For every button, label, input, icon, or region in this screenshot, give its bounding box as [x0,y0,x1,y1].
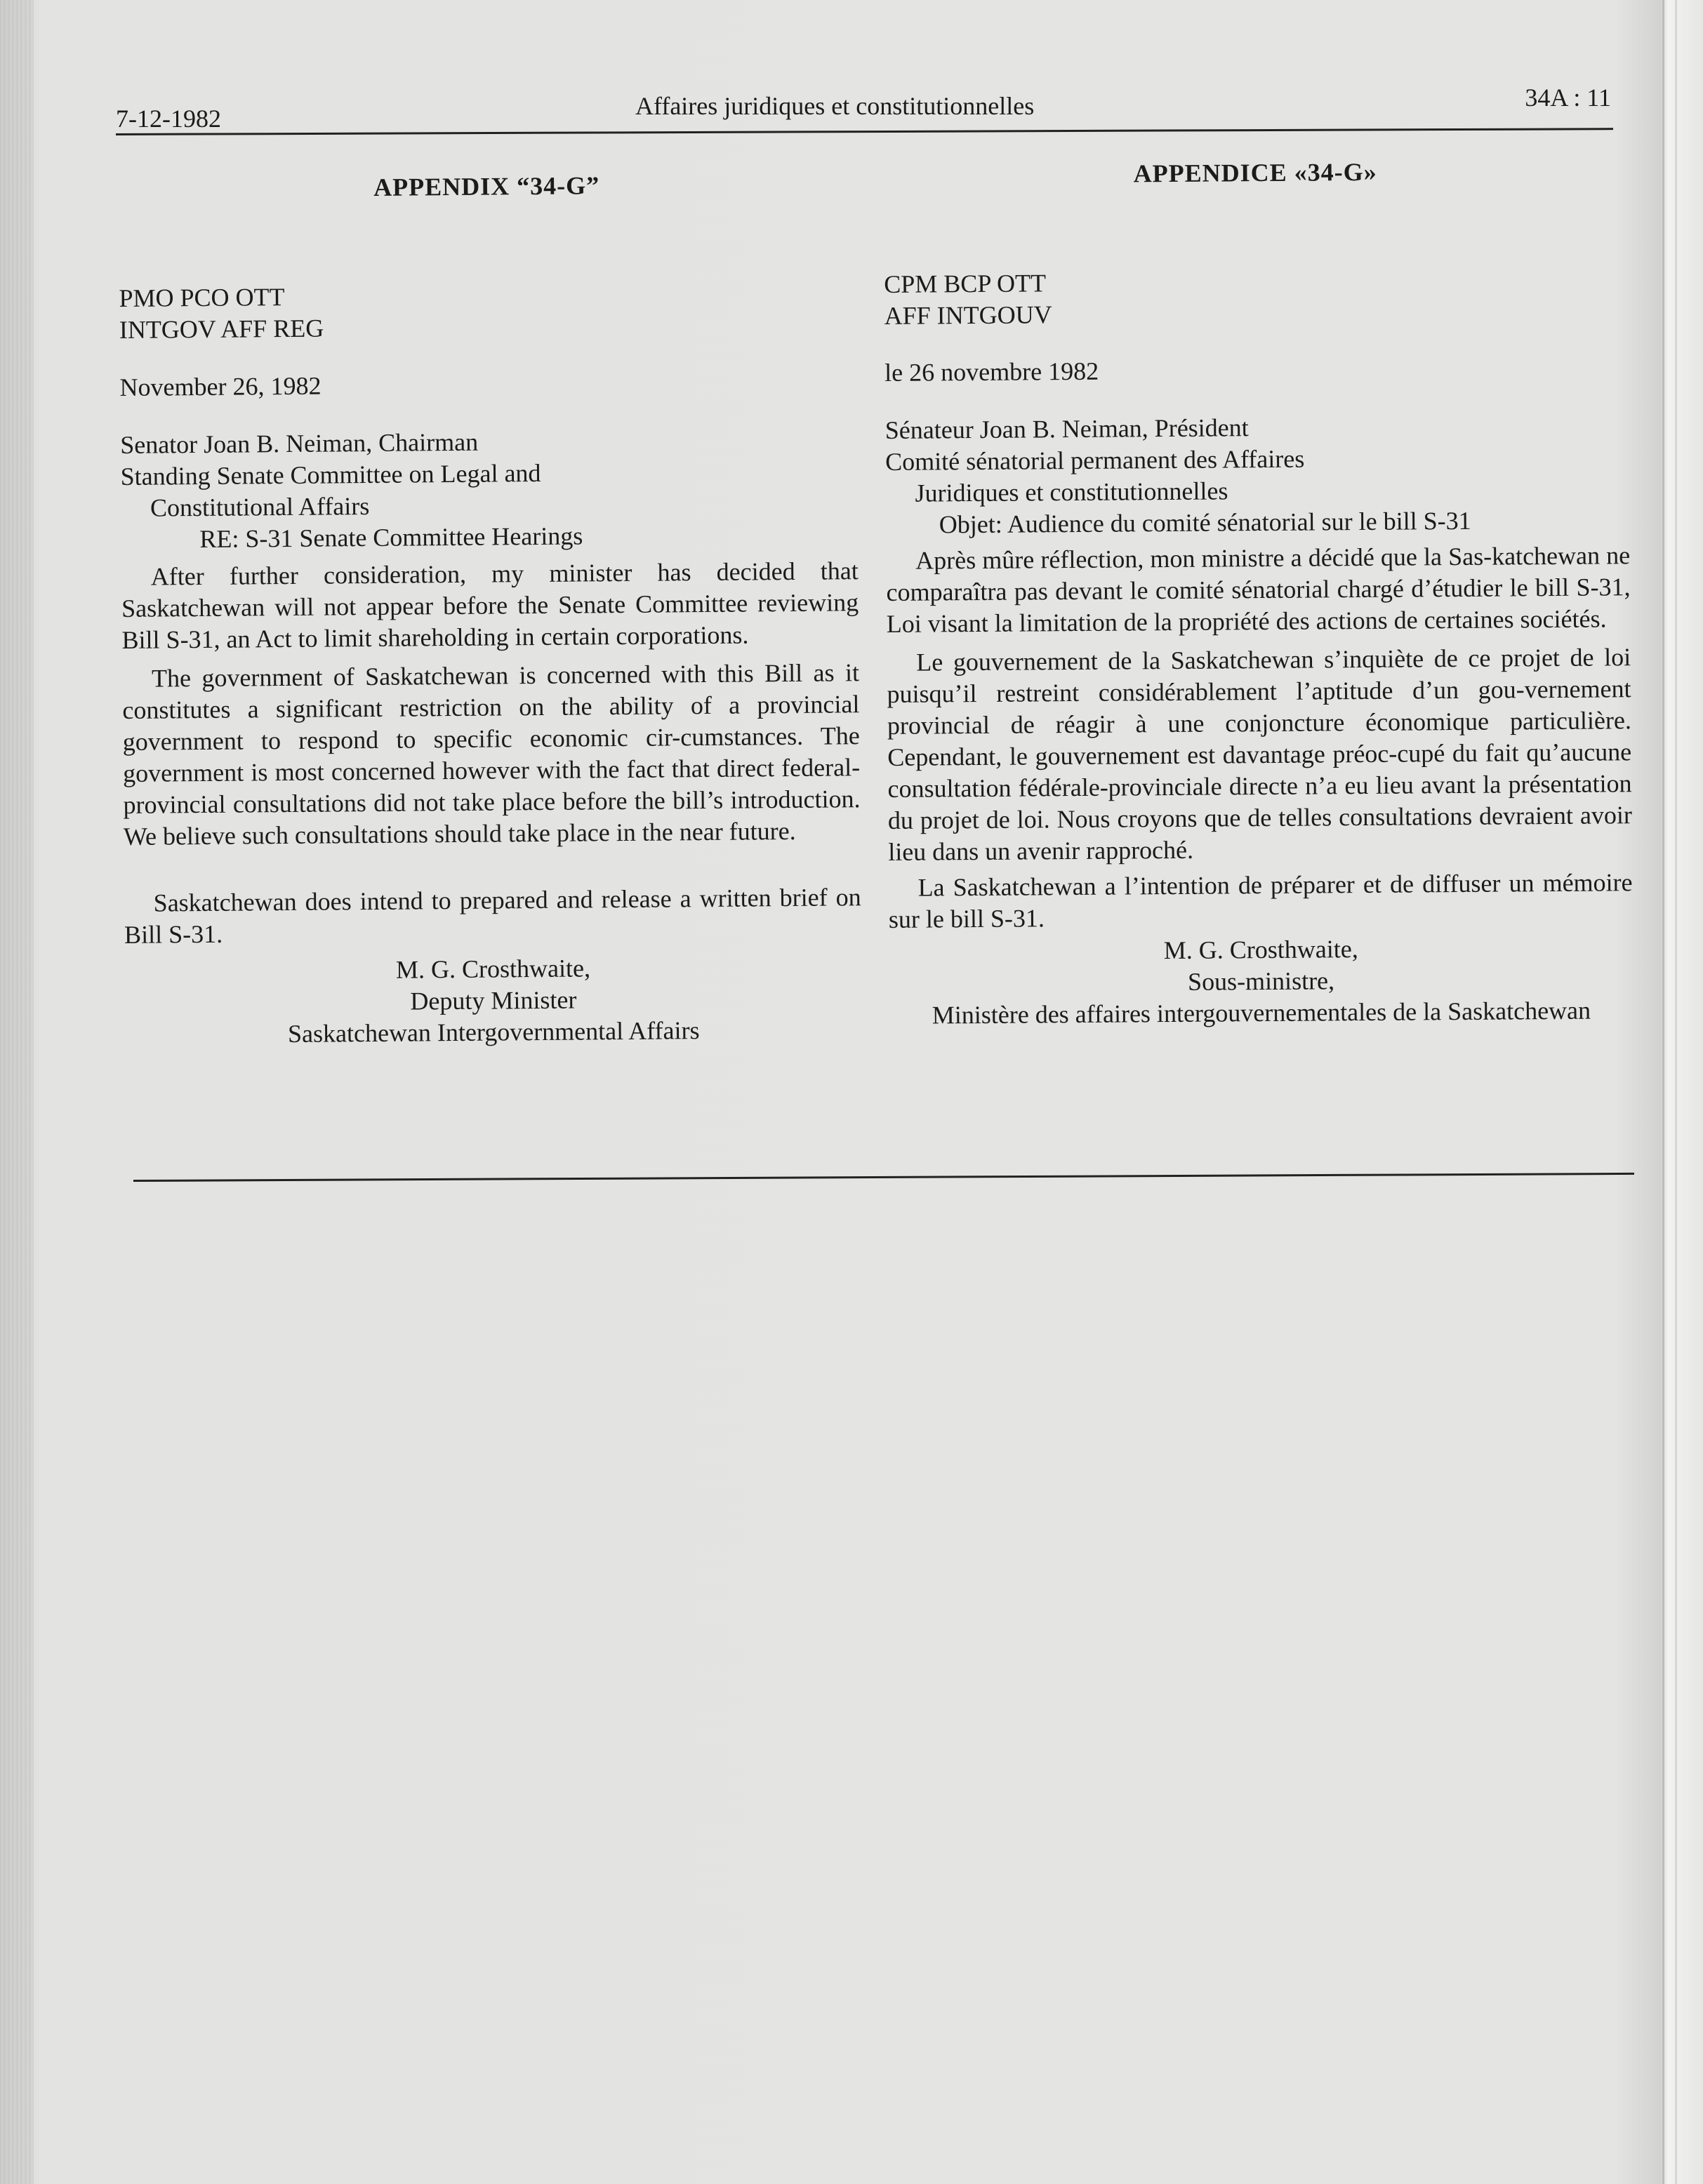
french-column [883,154,1634,1032]
office-line: PMO PCO OTT [119,283,285,312]
addressee-line: Standing Senate Committee on Legal and [120,458,541,491]
appendix-heading: APPENDIX “34-G” [373,171,600,201]
signature-block [889,931,1634,1032]
signature-name: M. G. Crosthwaite, [395,954,591,984]
office-line: INTGOV AFF REG [119,314,324,344]
binding-edge [0,0,34,2184]
addressee-line: Senator Joan B. Neiman, Chairman [120,427,479,459]
body-paragraph: La Saskatchewan a l’intention de préparer et de diffuser un mémoire sur le bill S-31. [888,868,1633,933]
page-edge-line [1675,0,1677,2184]
header-page-number: 34A : 11 [1525,84,1611,112]
office-line: AFF INTGOUV [884,300,1052,330]
header-date: 7-12-1982 [116,105,221,133]
signature-block [124,950,862,1051]
addressee-line: Sénateur Joan B. Neiman, Président [884,413,1249,444]
body-paragraph: Le gouvernement de la Saskatchewan s’inquiète de ce projet de loi puisqu’il restreint considérablement l’aptitude d’un gou-vernement provincial de réagir à une conjoncture économique particulière. Cependant, le gouvernement est davantage préoc-cupé du fait qu’aucune consultation fédérale-provinciale directe n’a eu lieu avant la présentation du projet de loi. Nous croyons que de telles consultations devraient avoir lieu dans un avenir rapproché. [887,643,1633,866]
subject-line: Objet: Audience du comité sénatorial sur le bill S-31 [939,506,1471,539]
letter-date: November 26, 1982 [119,371,322,401]
letter-date: le 26 novembre 1982 [884,357,1099,387]
addressee-line: Juridiques et constitutionnelles [915,477,1228,507]
addressee-line: Constitutional Affairs [150,492,370,522]
running-header [116,83,1611,133]
signature-name: M. G. Crosthwaite, [1163,935,1358,965]
signature-title: Deputy Minister [410,985,577,1016]
body-paragraph: Après mûre réflection, mon ministre a décidé que la Sas-katchewan ne comparaîtra pas devant le comité sénatorial chargé d’étudier le bill S-31, Loi visant la limitation de la propriété des actions de certaines sociétés. [886,541,1631,638]
office-line: CPM BCP OTT [884,269,1047,298]
header-title: Affaires juridiques et constitutionnelles [635,92,1035,120]
english-column [118,168,862,1051]
signature-title: Sous-ministre, [1187,966,1335,996]
page-edge-line [1662,0,1664,2184]
signature-department: Ministère des affaires intergouvernementales de la Saskatchewan [932,996,1591,1030]
addressee-line: Comité sénatorial permanent des Affaires [885,444,1305,476]
signature-department: Saskatchewan Intergovernmental Affairs [287,1016,700,1048]
body-paragraph: The government of Saskatchewan is concerned with this Bill as it constitutes a significant restriction on the ability of a provincial government to respond to specific economic cir-cumstances. The government is most concerned however with the fact that direct federal-provincial consultations did not take place before the bill’s introduction. We believe such consultations should take place in the near future. [122,658,861,851]
subject-line: RE: S-31 Senate Committee Hearings [199,521,583,554]
body-paragraph: Saskatchewan does intend to prepared and release a written brief on Bill S-31. [124,883,861,949]
appendix-heading: APPENDICE «34-G» [1133,157,1377,188]
body-paragraph: After further consideration, my minister has decided that Saskatchewan will not appear before the Senate Committee reviewing Bill S-31, an Act to limit shareholding in certain corporations. [121,557,859,654]
